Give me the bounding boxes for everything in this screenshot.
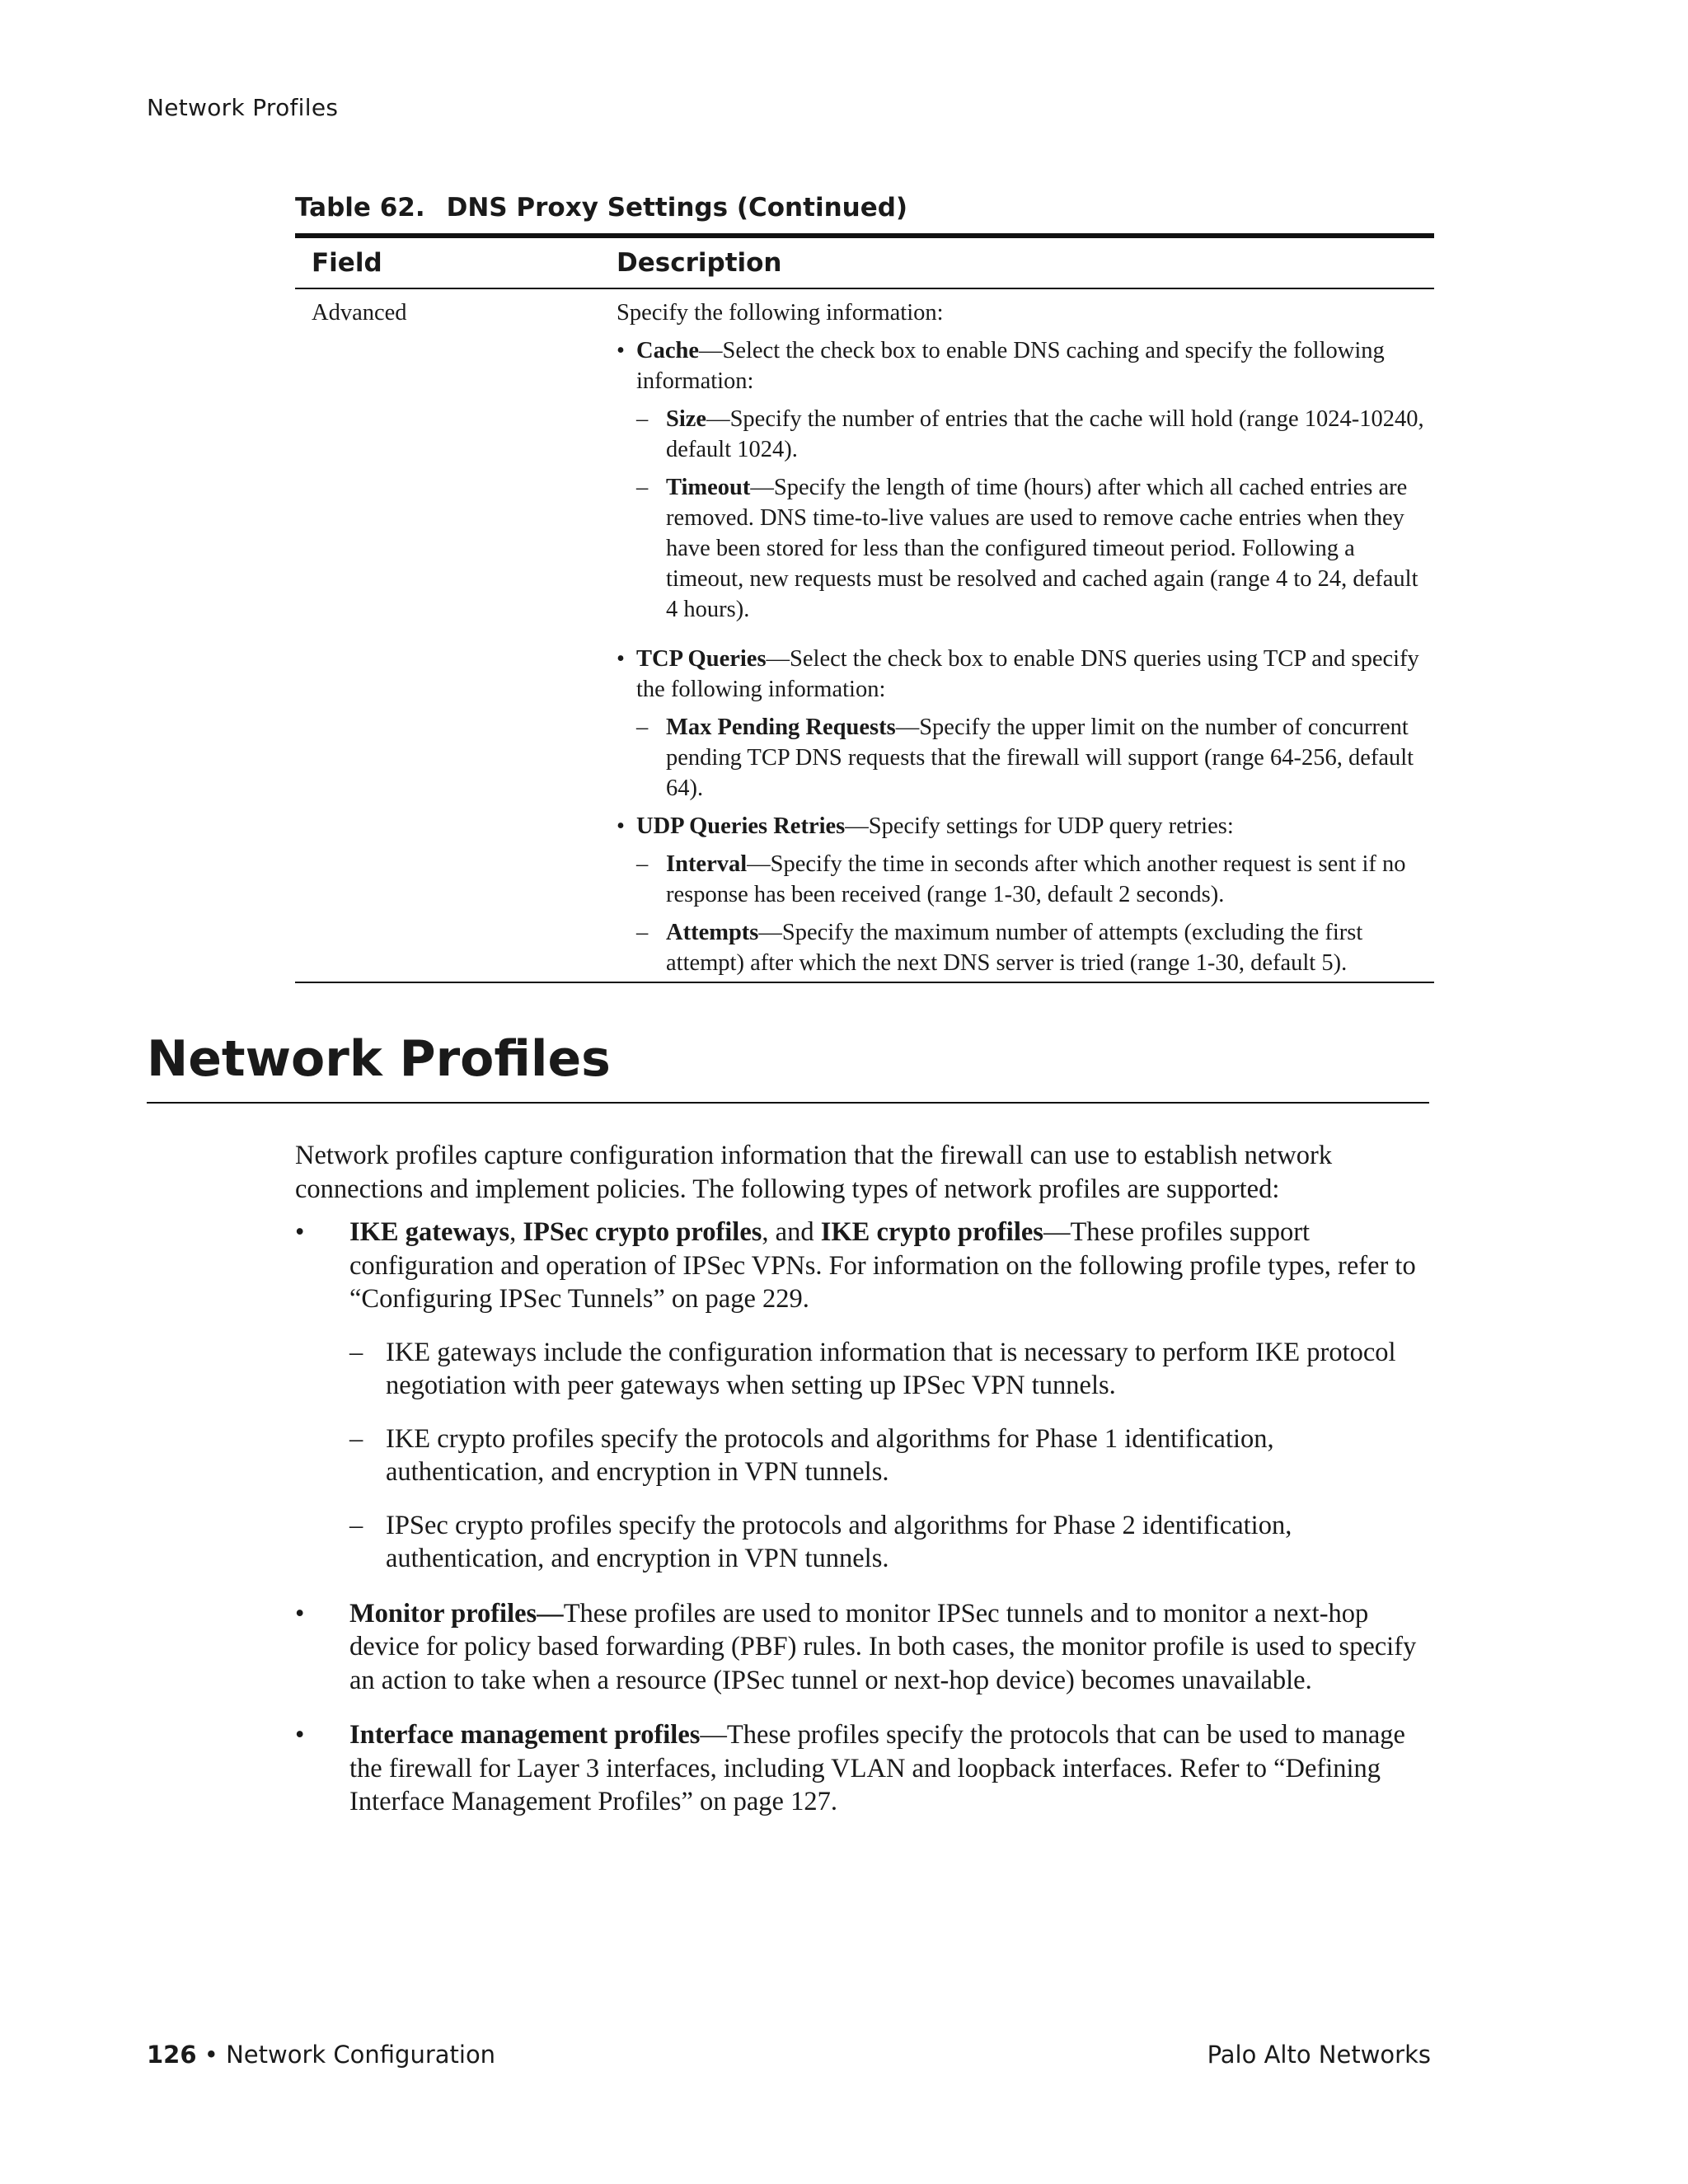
running-header: Network Profiles [147, 94, 339, 121]
dash-marker: – [636, 475, 649, 500]
section-body [295, 1139, 1432, 1819]
ipsec-crypto-profiles-term: IPSec crypto profiles [523, 1217, 762, 1247]
attempts-term: Attempts [666, 920, 759, 945]
ike-crypto-subitem-text: IKE crypto profiles specify the protocols and algorithms for Phase 1 identification, authentication, and encryption in VPN tunnels. [386, 1423, 1274, 1487]
ike-crypto-profiles-term: IKE crypto profiles [820, 1217, 1043, 1247]
bullet-marker: • [295, 1217, 305, 1247]
bullet-marker: • [617, 646, 625, 672]
interval-term: Interval [666, 851, 748, 877]
bullet-marker: • [295, 1598, 305, 1629]
bullet-marker: • [617, 338, 625, 363]
description-intro: Specify the following information: [617, 300, 944, 326]
description-cell [617, 298, 1432, 978]
table-bottom-rule [295, 982, 1434, 983]
company-name: Palo Alto Networks [1207, 2041, 1431, 2069]
interface-management-profiles-item [295, 1718, 1432, 1819]
monitor-profiles-item [295, 1597, 1432, 1698]
table-row [295, 289, 1434, 982]
dash-marker: – [349, 1510, 363, 1540]
ike-crypto-subitem [295, 1422, 1432, 1489]
bullet-marker: • [617, 813, 625, 839]
max-pending-requests-item [617, 712, 1432, 804]
size-text: —Specify the number of entries that the cache will hold (range 1024-10240, default 1024). [666, 406, 1424, 462]
monitor-profiles-term: Monitor profiles— [349, 1598, 564, 1629]
ike-profiles-text: —These profiles support configuration and operation of IPSec VPNs. For information on the following profile types, refer to “Configuring IPSec Tunnels” on page 229. [349, 1217, 1416, 1314]
ipsec-crypto-subitem [295, 1509, 1432, 1576]
ike-gateways-subitem [295, 1336, 1432, 1403]
max-pending-requests-text: —Specify the upper limit on the number of concurrent pending TCP DNS requests that the firewall will support (range 64-256, default 64). [666, 715, 1414, 801]
column-header-field: Field [312, 248, 382, 278]
tcp-queries-text: —Select the check box to enable DNS queries using TCP and specify the following information: [636, 646, 1419, 702]
footer-left [147, 2041, 495, 2069]
ike-separator: , [509, 1217, 523, 1247]
cache-term: Cache [636, 338, 699, 363]
size-item [617, 404, 1432, 465]
dash-marker: – [349, 1423, 363, 1454]
dns-proxy-settings-table [295, 233, 1434, 983]
size-term: Size [666, 406, 707, 432]
attempts-text: —Specify the maximum number of attempts (excluding the first attempt) after which the next DNS server is tried (range 1-30, default 5). [666, 920, 1363, 976]
cache-text: —Select the check box to enable DNS caching and specify the following information: [636, 338, 1385, 394]
section-intro: Network profiles capture configuration information that the firewall can use to establish network connections and implement policies. The following types of network profiles are supported: [295, 1141, 1333, 1204]
table-caption-number: Table 62. [295, 193, 425, 223]
interval-text: —Specify the time in seconds after which another request is sent if no response has been received (range 1-30, default 2 seconds). [666, 851, 1406, 907]
table-caption-title: DNS Proxy Settings (Continued) [446, 193, 908, 223]
column-header-description: Description [617, 248, 782, 278]
ipsec-crypto-subitem-text: IPSec crypto profiles specify the protocols and algorithms for Phase 2 identification, authentication, and encryption in VPN tunnels. [386, 1510, 1292, 1573]
section-title: Network Profiles [147, 1030, 611, 1088]
ike-separator: , and [762, 1217, 821, 1247]
interface-management-profiles-text: —These profiles specify the protocols that can be used to manage the firewall for Layer 3 interfaces, including VLAN and loopback interfaces. Refer to “Defining Interface Management Profiles” on page 127. [349, 1720, 1405, 1816]
ike-gateways-term: IKE gateways [349, 1217, 510, 1247]
dash-marker: – [636, 715, 649, 740]
monitor-profiles-text: These profiles are used to monitor IPSec tunnels and to monitor a next-hop device for policy based forwarding (PBF) rules. In both cases, the monitor profile is used to specify an action to take when a resource (IPSec tunnel or next-hop device) becomes unavailable. [349, 1598, 1417, 1695]
table-caption [295, 193, 907, 223]
dash-marker: – [349, 1337, 363, 1367]
timeout-item [617, 472, 1432, 625]
field-cell: Advanced [312, 300, 407, 326]
ike-profiles-item [295, 1216, 1432, 1316]
timeout-term: Timeout [666, 475, 751, 500]
page-number: 126 [147, 2041, 197, 2069]
udp-queries-retries-item [617, 811, 1432, 841]
dash-marker: – [636, 851, 649, 877]
tcp-queries-term: TCP Queries [636, 646, 767, 672]
interval-item [617, 849, 1432, 910]
section-rule [147, 1102, 1429, 1104]
max-pending-requests-term: Max Pending Requests [666, 715, 896, 740]
udp-queries-retries-text: —Specify settings for UDP query retries: [845, 813, 1234, 839]
attempts-item [617, 917, 1432, 978]
footer-separator: • [196, 2041, 227, 2069]
dash-marker: – [636, 406, 649, 432]
interface-management-profiles-term: Interface management profiles [349, 1720, 701, 1750]
tcp-queries-item [617, 644, 1432, 705]
timeout-text: —Specify the length of time (hours) after which all cached entries are removed. DNS time-to-live values are used to remove cache entries when they have been stored for less than the configured timeout period. Following a timeout, new requests must be resolved and cached again (range 4 to 24, default 4 hours). [666, 475, 1418, 622]
chapter-title: Network Configuration [226, 2041, 496, 2069]
cache-item [617, 335, 1432, 396]
dash-marker: – [636, 920, 649, 945]
udp-queries-retries-term: UDP Queries Retries [636, 813, 846, 839]
bullet-marker: • [295, 1720, 305, 1750]
ike-gateways-subitem-text: IKE gateways include the configuration information that is necessary to perform IKE protocol negotiation with peer gateways when setting up IPSec VPN tunnels. [386, 1337, 1396, 1400]
table-header-row [295, 238, 1434, 288]
